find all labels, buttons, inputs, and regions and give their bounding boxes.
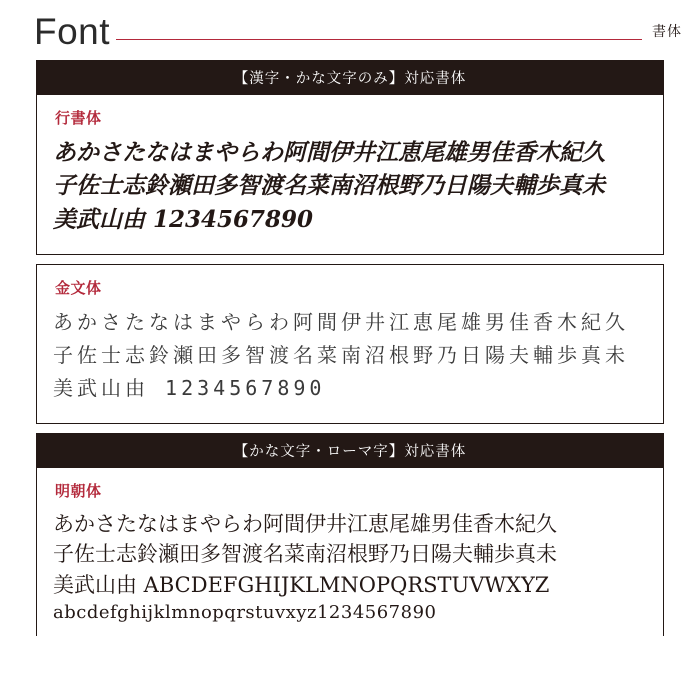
page-title: Font <box>34 11 111 52</box>
page-header <box>0 0 700 56</box>
section-band-label: 【かな文字・ローマ字】対応書体 <box>37 434 663 468</box>
page-subtitle: 書体 <box>652 23 682 39</box>
section-band-label: 【漢字・かな文字のみ】対応書体 <box>37 61 663 95</box>
header-divider <box>116 39 642 40</box>
section-kanji-kana <box>36 60 664 255</box>
section-kana-roman <box>36 433 664 636</box>
sample-line: 美武山由 1234567890 <box>53 376 326 401</box>
font-name-kinbun: 金文体 <box>55 280 102 298</box>
font-name-mincho: 明朝体 <box>55 483 102 501</box>
sample-line: あかさたなはまやらわ阿間伊井江恵尾雄男佳香木紀久 <box>53 512 557 537</box>
font-sample-mincho <box>53 509 647 626</box>
sample-line: 子佐士志鈴瀬田多智渡名菜南沼根野乃日陽夫輔歩真未 <box>53 542 557 567</box>
sample-line: あかさたなはまやらわ阿間伊井江恵尾雄男佳香木紀久 <box>53 139 605 166</box>
font-name-gyosho: 行書体 <box>55 110 102 127</box>
sample-line: 美武山由 ABCDEFGHIJKLMNOPQRSTUVWXYZ <box>53 572 550 597</box>
font-block-mincho <box>37 468 663 636</box>
sample-line: 子佐士志鈴瀬田多智渡名菜南沼根野乃日陽夫輔歩真未 <box>53 343 629 368</box>
font-sections <box>36 60 664 636</box>
font-sample-kinbun <box>53 306 647 405</box>
font-sample-gyosho <box>53 136 647 236</box>
sample-line: 美武山由 1234567890 <box>53 205 314 233</box>
sample-line: abcdefghijklmnopqrstuvxyz1234567890 <box>53 602 437 624</box>
font-block-kinbun <box>37 265 663 423</box>
sample-line: 子佐士志鈴瀬田多智渡名菜南沼根野乃日陽夫輔歩真未 <box>53 172 605 200</box>
sample-line: あかさたなはまやらわ阿間伊井江恵尾雄男佳香木紀久 <box>53 310 629 335</box>
font-box-kinbun <box>36 264 664 424</box>
font-block-gyosho <box>37 95 663 254</box>
